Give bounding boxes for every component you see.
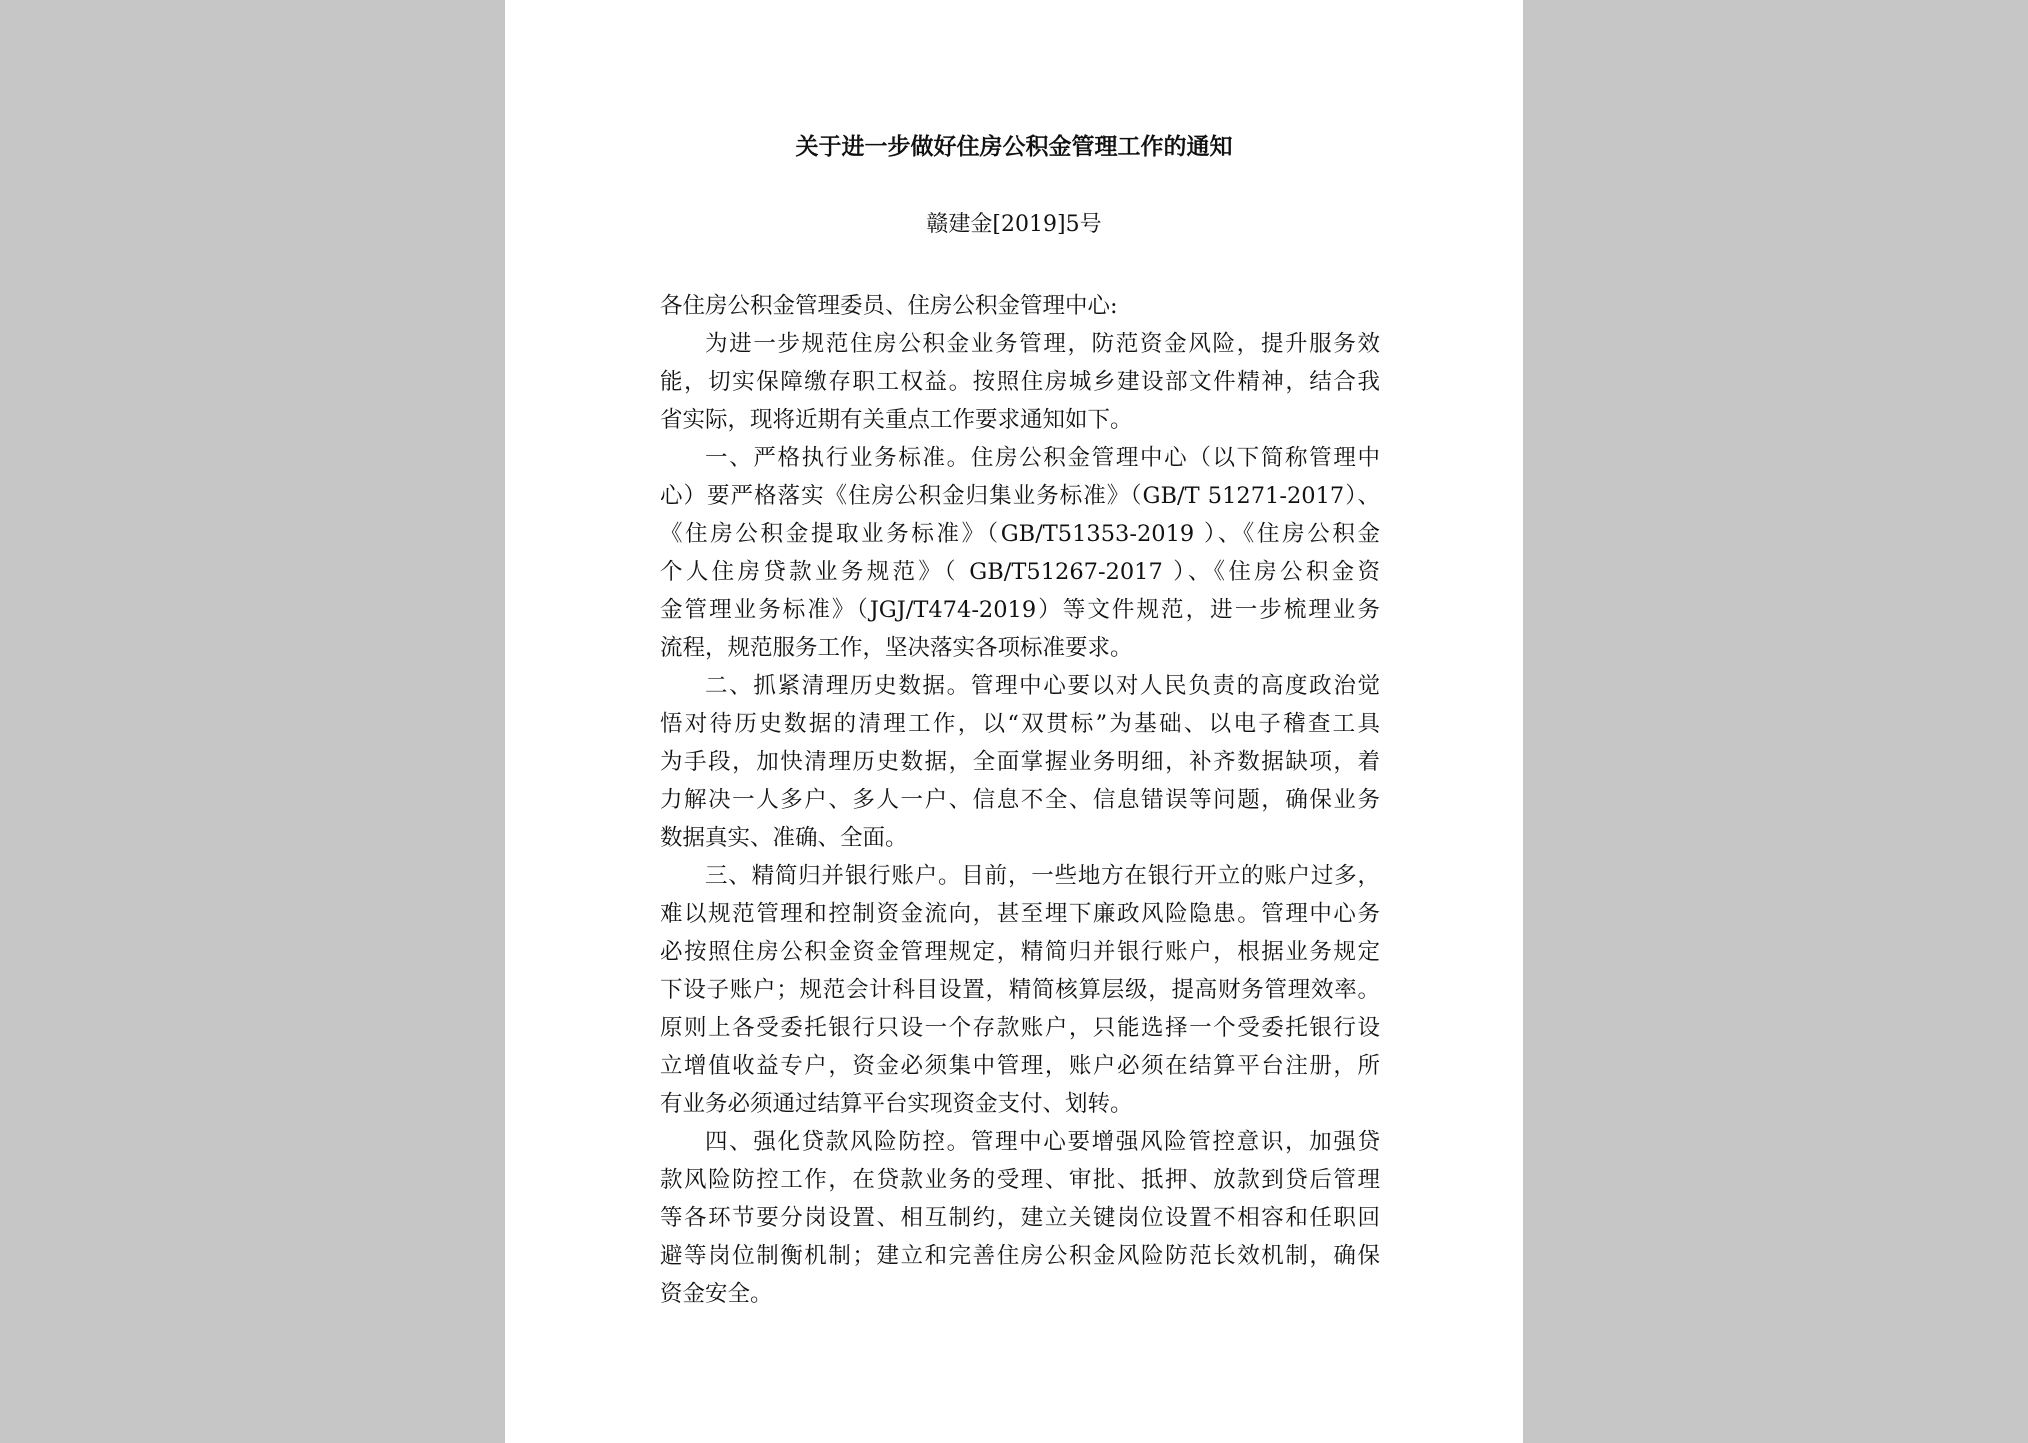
body-line: 难以规范管理和控制资金流向，甚至埋下廉政风险隐患。管理中心务 (660, 901, 1380, 927)
body-line: 《住房公积金提取业务标准》（GB/T51353-2019 ）、《住房公积金 (660, 521, 1380, 547)
body-line: 等各环节要分岗设置、相互制约，建立关键岗位设置不相容和任职回 (660, 1205, 1380, 1231)
body-line: 能，切实保障缴存职工权益。按照住房城乡建设部文件精神，结合我 (660, 369, 1380, 395)
document-page (505, 0, 1523, 1443)
document-number: 赣建金[2019]5号 (926, 212, 1102, 237)
body-line: 原则上各受委托银行只设一个存款账户，只能选择一个受委托银行设 (660, 1015, 1380, 1041)
body-line: 款风险防控工作，在贷款业务的受理、审批、抵押、放款到贷后管理 (660, 1167, 1380, 1193)
body-line: 立增值收益专户，资金必须集中管理，账户必须在结算平台注册，所 (660, 1053, 1380, 1079)
body-line: 流程，规范服务工作，坚决落实各项标准要求。 (660, 635, 1133, 661)
document-body (660, 287, 1380, 1313)
body-line: 避等岗位制衡机制；建立和完善住房公积金风险防范长效机制，确保 (660, 1243, 1380, 1269)
body-line: 下设子账户；规范会计科目设置，精简核算层级，提高财务管理效率。 (660, 977, 1380, 1003)
body-line: 四、强化贷款风险防控。管理中心要增强风险管控意识，加强贷 (705, 1129, 1380, 1155)
body-line: 数据真实、准确、全面。 (660, 825, 908, 851)
body-line: 一、严格执行业务标准。住房公积金管理中心（以下简称管理中 (705, 445, 1380, 471)
body-line: 三、精简归并银行账户。目前，一些地方在银行开立的账户过多， (705, 863, 1380, 889)
body-line: 省实际，现将近期有关重点工作要求通知如下。 (660, 407, 1133, 433)
body-line: 资金安全。 (660, 1281, 773, 1307)
body-line: 有业务必须通过结算平台实现资金支付、划转。 (660, 1091, 1133, 1117)
body-line: 金管理业务标准》（JGJ/T474-2019）等文件规范，进一步梳理业务 (660, 597, 1380, 623)
body-line: 悟对待历史数据的清理工作，以“双贯标”为基础、以电子稽查工具 (660, 711, 1380, 737)
body-line: 力解决一人多户、多人一户、信息不全、信息错误等问题，确保业务 (660, 787, 1380, 813)
body-line: 必按照住房公积金资金管理规定，精简归并银行账户，根据业务规定 (660, 939, 1380, 965)
body-line: 为进一步规范住房公积金业务管理，防范资金风险，提升服务效 (705, 331, 1380, 357)
body-line: 二、抓紧清理历史数据。管理中心要以对人民负责的高度政治觉 (705, 673, 1380, 699)
body-line: 各住房公积金管理委员、住房公积金管理中心: (660, 293, 1118, 319)
body-line: 为手段，加快清理历史数据，全面掌握业务明细，补齐数据缺项，着 (660, 749, 1380, 775)
document-title: 关于进一步做好住房公积金管理工作的通知 (795, 133, 1233, 160)
body-line: 心）要严格落实《住房公积金归集业务标准》（GB/T 51271-2017）、 (660, 483, 1380, 509)
body-line: 个人住房贷款业务规范》（ GB/T51267-2017 ）、《住房公积金资 (660, 559, 1380, 585)
